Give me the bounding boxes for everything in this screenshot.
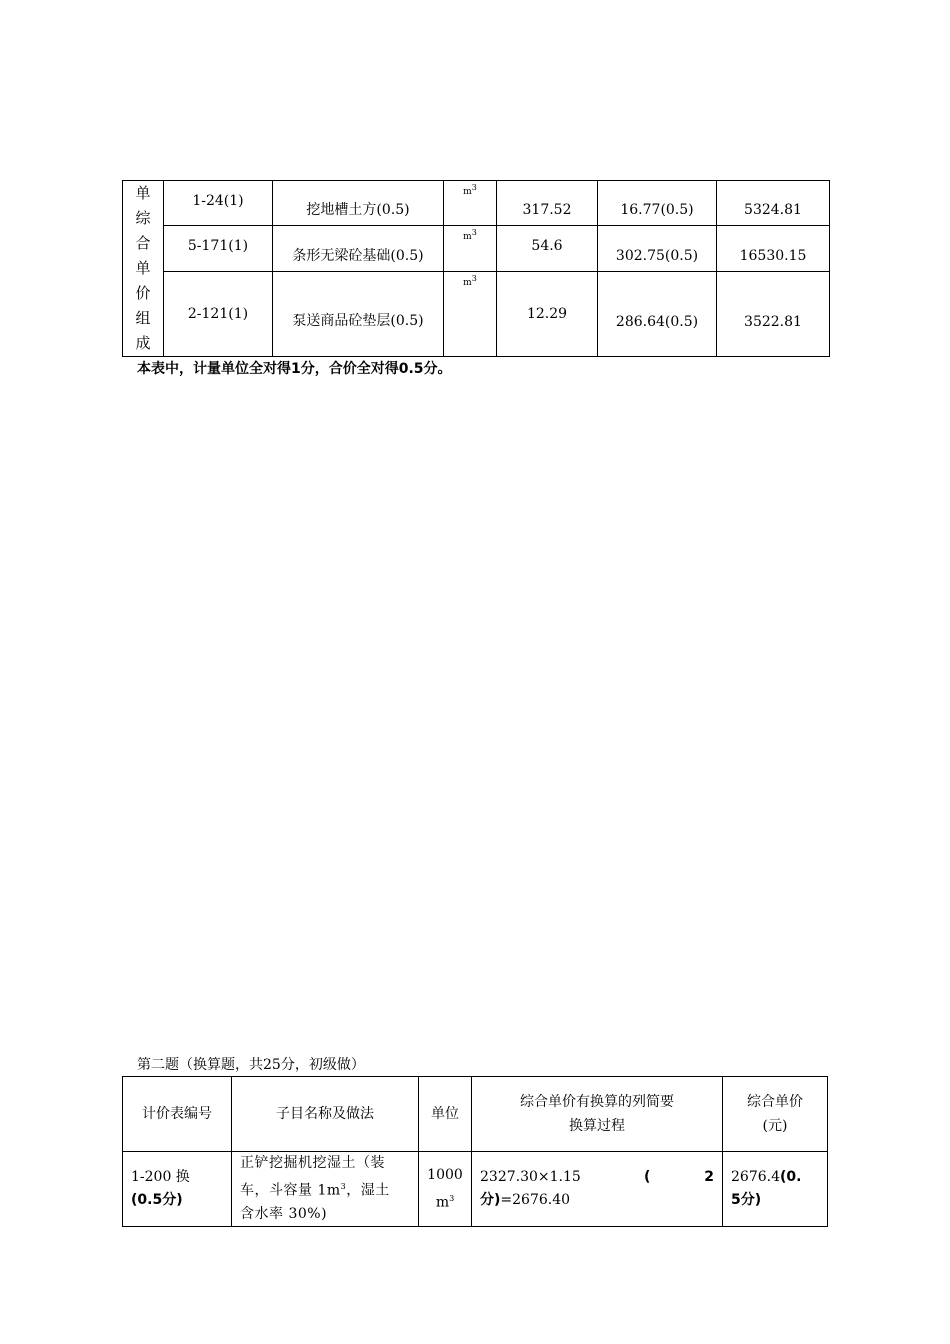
item-name: 挖地槽土方(0.5) bbox=[273, 181, 444, 226]
item-quantity: 12.29 bbox=[497, 271, 598, 357]
conversion-table bbox=[122, 1076, 828, 1227]
item-unit-price: 302.75(0.5) bbox=[598, 226, 717, 271]
row-process: 2327.30×1.15 ( 2 分)=2676.40 bbox=[472, 1152, 723, 1227]
item-name: 条形无梁砼基础(0.5) bbox=[273, 226, 444, 271]
item-unit: $m^3$ bbox=[444, 181, 497, 226]
item-unit-price: 16.77(0.5) bbox=[598, 181, 717, 226]
item-unit-price: 286.64(0.5) bbox=[598, 271, 717, 357]
header-process: 综合单价有换算的列简要 换算过程 bbox=[472, 1077, 723, 1152]
item-code: 1-24(1) bbox=[164, 181, 273, 226]
header-unit: 单位 bbox=[419, 1077, 472, 1152]
item-quantity: 54.6 bbox=[497, 226, 598, 271]
item-quantity: 317.52 bbox=[497, 181, 598, 226]
item-code: 5-171(1) bbox=[164, 226, 273, 271]
header-code: 计价表编号 bbox=[123, 1077, 232, 1152]
row-unit: 1000 $m^3$ bbox=[419, 1152, 472, 1227]
vertical-char: 单 bbox=[135, 259, 151, 277]
row-code: 1-200 换 (0.5分) bbox=[123, 1152, 232, 1227]
scoring-note: 本表中，计量单位全对得1分，合价全对得0.5分。 bbox=[137, 361, 452, 377]
item-total: 3522.81 bbox=[717, 271, 830, 357]
item-total: 5324.81 bbox=[717, 181, 830, 226]
header-name: 子目名称及做法 bbox=[232, 1077, 419, 1152]
vertical-char: 单 bbox=[135, 184, 151, 202]
row-name: 正铲挖掘机挖湿土（装 车，斗容量 $1m^3$，湿土 含水率 30%) bbox=[232, 1152, 419, 1227]
vertical-char: 综 bbox=[135, 209, 151, 227]
item-total: 16530.15 bbox=[717, 226, 830, 271]
vertical-char: 合 bbox=[135, 234, 151, 252]
row-price: 2676.4(0. 5分) bbox=[723, 1152, 828, 1227]
vertical-char: 成 bbox=[135, 334, 151, 352]
item-unit: $m^3$ bbox=[444, 226, 497, 271]
vertical-char: 价 bbox=[135, 284, 151, 302]
vertical-char: 组 bbox=[135, 309, 151, 327]
item-code: 2-121(1) bbox=[164, 271, 273, 357]
item-name: 泵送商品砼垫层(0.5) bbox=[273, 271, 444, 357]
header-price: 综合单价 (元) bbox=[723, 1077, 828, 1152]
vertical-label-cell bbox=[123, 181, 164, 357]
unit-price-composition-table bbox=[122, 180, 830, 357]
item-unit: $m^3$ bbox=[444, 271, 497, 357]
section-title: 第二题（换算题，共25分，初级做） bbox=[137, 1057, 365, 1073]
